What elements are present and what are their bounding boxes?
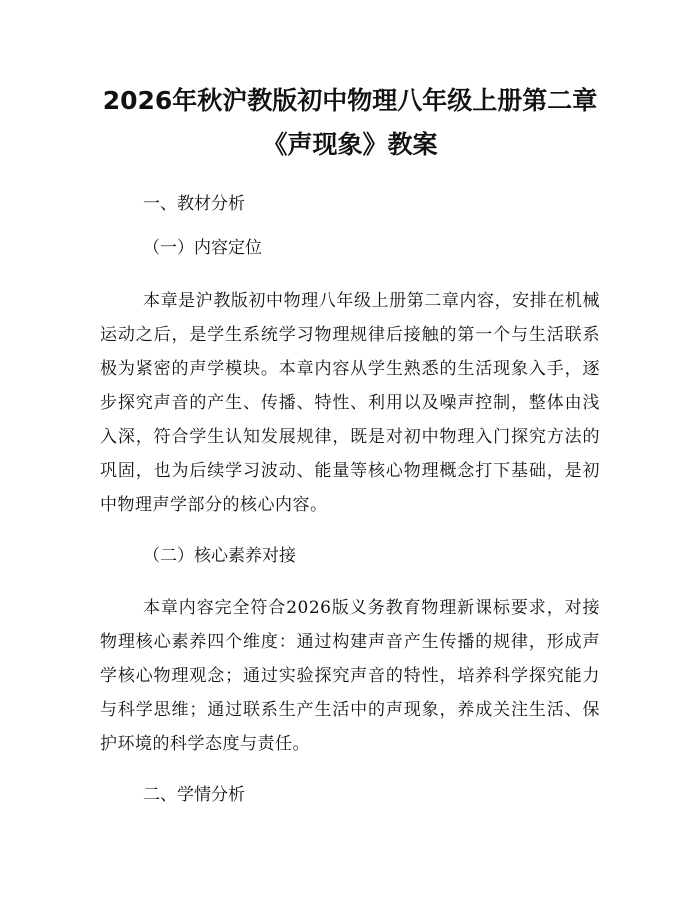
subsection-heading-content-positioning: （一）内容定位	[143, 238, 262, 258]
paragraph-core-literacy: 本章内容完全符合2026版义务教育物理新课标要求，对接物理核心素养四个维度：通过构建声音产生传播的规律，形成声学核心物理观念；通过实验探究声音的特性，培养科学探究能力与科学思维；通过联系生产生活中的声现象，养成关注生活、保护环境的科学态度与责任。	[100, 598, 600, 754]
section-heading-textbook-analysis: 一、教材分析	[143, 194, 245, 214]
paragraph-content-positioning: 本章是沪教版初中物理八年级上册第二章内容，安排在机械运动之后，是学生系统学习物理规律后接触的第一个与生活联系极为紧密的声学模块。本章内容从学生熟悉的生活现象入手，逐步探究声音的产生、传播、特性、利用以及噪声控制，整体由浅入深，符合学生认知发展规律，既是对初中物理入门探究方法的巩固，也为后续学习波动、能量等核心物理概念打下基础，是初中物理声学部分的核心内容。	[100, 291, 600, 515]
section-heading-learner-analysis: 二、学情分析	[143, 785, 245, 805]
document-title-line-2: 《声现象》教案	[262, 130, 438, 159]
document-title-line-1: 2026年秋沪教版初中物理八年级上册第二章	[102, 86, 598, 115]
subsection-heading-core-literacy: （二）核心素养对接	[143, 546, 296, 566]
